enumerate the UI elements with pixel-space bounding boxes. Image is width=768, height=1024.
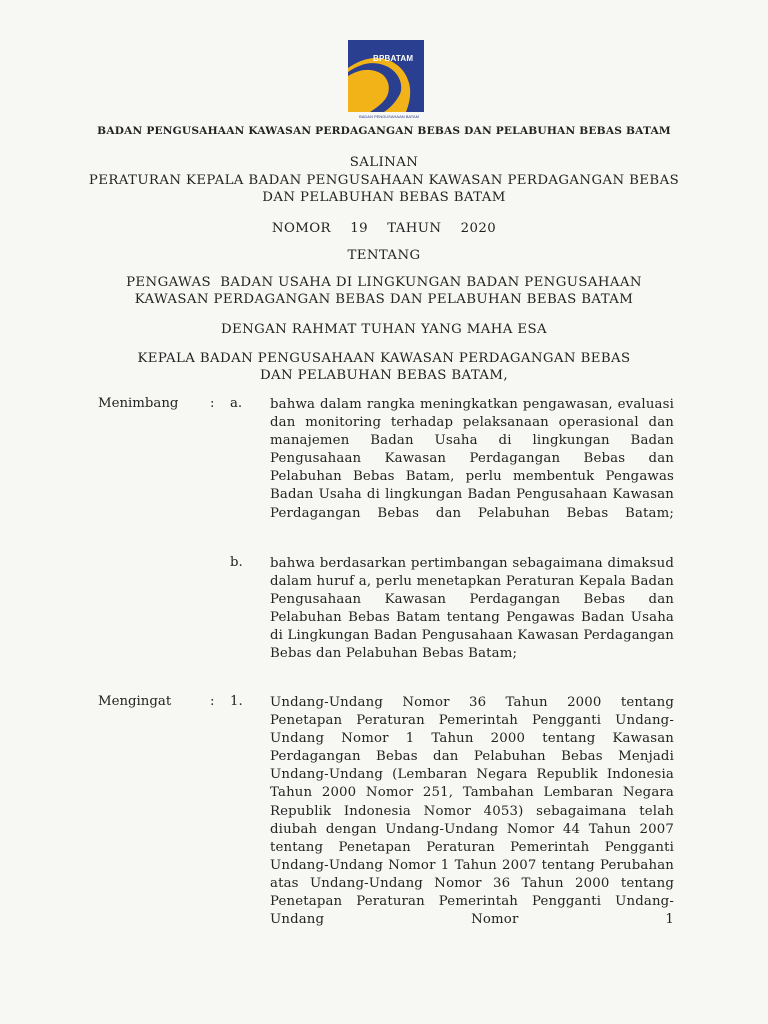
kepala-line2: DAN PELABUHAN BEBAS BATAM, — [259, 368, 509, 383]
logo-brand-text: BPBATAM — [373, 54, 414, 63]
regulation-title-line2: DAN PELABUHAN BEBAS BATAM — [262, 190, 506, 205]
kepala-title — [0, 350, 768, 384]
mengingat-item-1: Undang-Undang Nomor 36 Tahun 2000 tentang Penetapan Peraturan Pemerintah Pengganti Undang-Undang Nomor 1 Tahun 2000 tentang Kawasan Perdagangan Bebas dan Pelabuhan Bebas Menjadi Undang-Undang (Lembaran Negara Republik Indonesia Tahun 2000 Nomor 251, Tambahan Lembaran Negara Republik Indonesia Nomor 4053) sebagaimana telah diubah dengan Undang-Undang Nomor 44 Tahun 2007 tentang Penetapan Peraturan Pemerintah Pengganti Undang-Undang Nomor 1 Tahun 2007 tentang Perubahan atas Undang-Undang Nomor 36 Tahun 2000 tentang Penetapan Peraturan Pemerintah Pengganti Undang-Undang Nomor 1 — [270, 695, 674, 928]
subject-line1: PENGAWAS BADAN USAHA DI LINGKUNGAN BADAN PENGUSAHAAN — [126, 275, 642, 290]
mengingat-label: Mengingat — [98, 694, 172, 709]
kepala-line1: KEPALA BADAN PENGUSAHAAN KAWASAN PERDAGANGAN BEBAS — [137, 351, 631, 366]
mengingat-colon: : — [210, 694, 215, 709]
salinan-label: SALINAN — [349, 155, 419, 170]
tentang-label: TENTANG — [347, 248, 421, 263]
agency-header: BADAN PENGUSAHAAN KAWASAN PERDAGANGAN BEBAS DAN PELABUHAN BEBAS BATAM — [97, 125, 671, 137]
regulation-title — [0, 172, 768, 206]
menimbang-marker-b: b. — [230, 555, 243, 570]
rahmat-line: DENGAN RAHMAT TUHAN YANG MAHA ESA — [220, 322, 548, 337]
logo-subtitle: BADAN PENGUSAHAAN BATAM — [359, 114, 419, 119]
menimbang-label: Menimbang — [98, 396, 179, 411]
menimbang-colon: : — [210, 396, 215, 411]
menimbang-item-b: bahwa berdasarkan pertimbangan sebagaimana dimaksud dalam huruf a, perlu menetapkan Peraturan Kepala Badan Pengusahaan Kawasan Perdagangan Bebas dan Pelabuhan Bebas Batam tentang Pengawas Badan Usaha di Lingkungan Badan Pengusahaan Kawasan Perdagangan Bebas dan Pelabuhan Bebas Batam; — [270, 556, 674, 662]
regulation-title-line1: PERATURAN KEPALA BADAN PENGUSAHAAN KAWASAN PERDAGANGAN BEBAS — [88, 173, 680, 188]
regulation-number: NOMOR 19 TAHUN 2020 — [271, 221, 497, 236]
subject-line2: KAWASAN PERDAGANGAN BEBAS DAN PELABUHAN BEBAS BATAM — [134, 292, 634, 307]
menimbang-marker-a: a. — [230, 396, 243, 411]
menimbang-item-a: bahwa dalam rangka meningkatkan pengawasan, evaluasi dan monitoring terhadap pelaksanaan operasional dan manajemen Badan Usaha di lingkungan Badan Pengusahaan Kawasan Perdagangan Bebas dan Pelabuhan Bebas Batam, perlu membentuk Pengawas Badan Usaha di lingkungan Badan Pengusahaan Kawasan Perdagangan Bebas dan Pelabuhan Bebas Batam; — [270, 397, 674, 521]
mengingat-marker-1: 1. — [230, 694, 243, 709]
bp-batam-logo — [346, 38, 426, 122]
regulation-subject — [0, 274, 768, 308]
